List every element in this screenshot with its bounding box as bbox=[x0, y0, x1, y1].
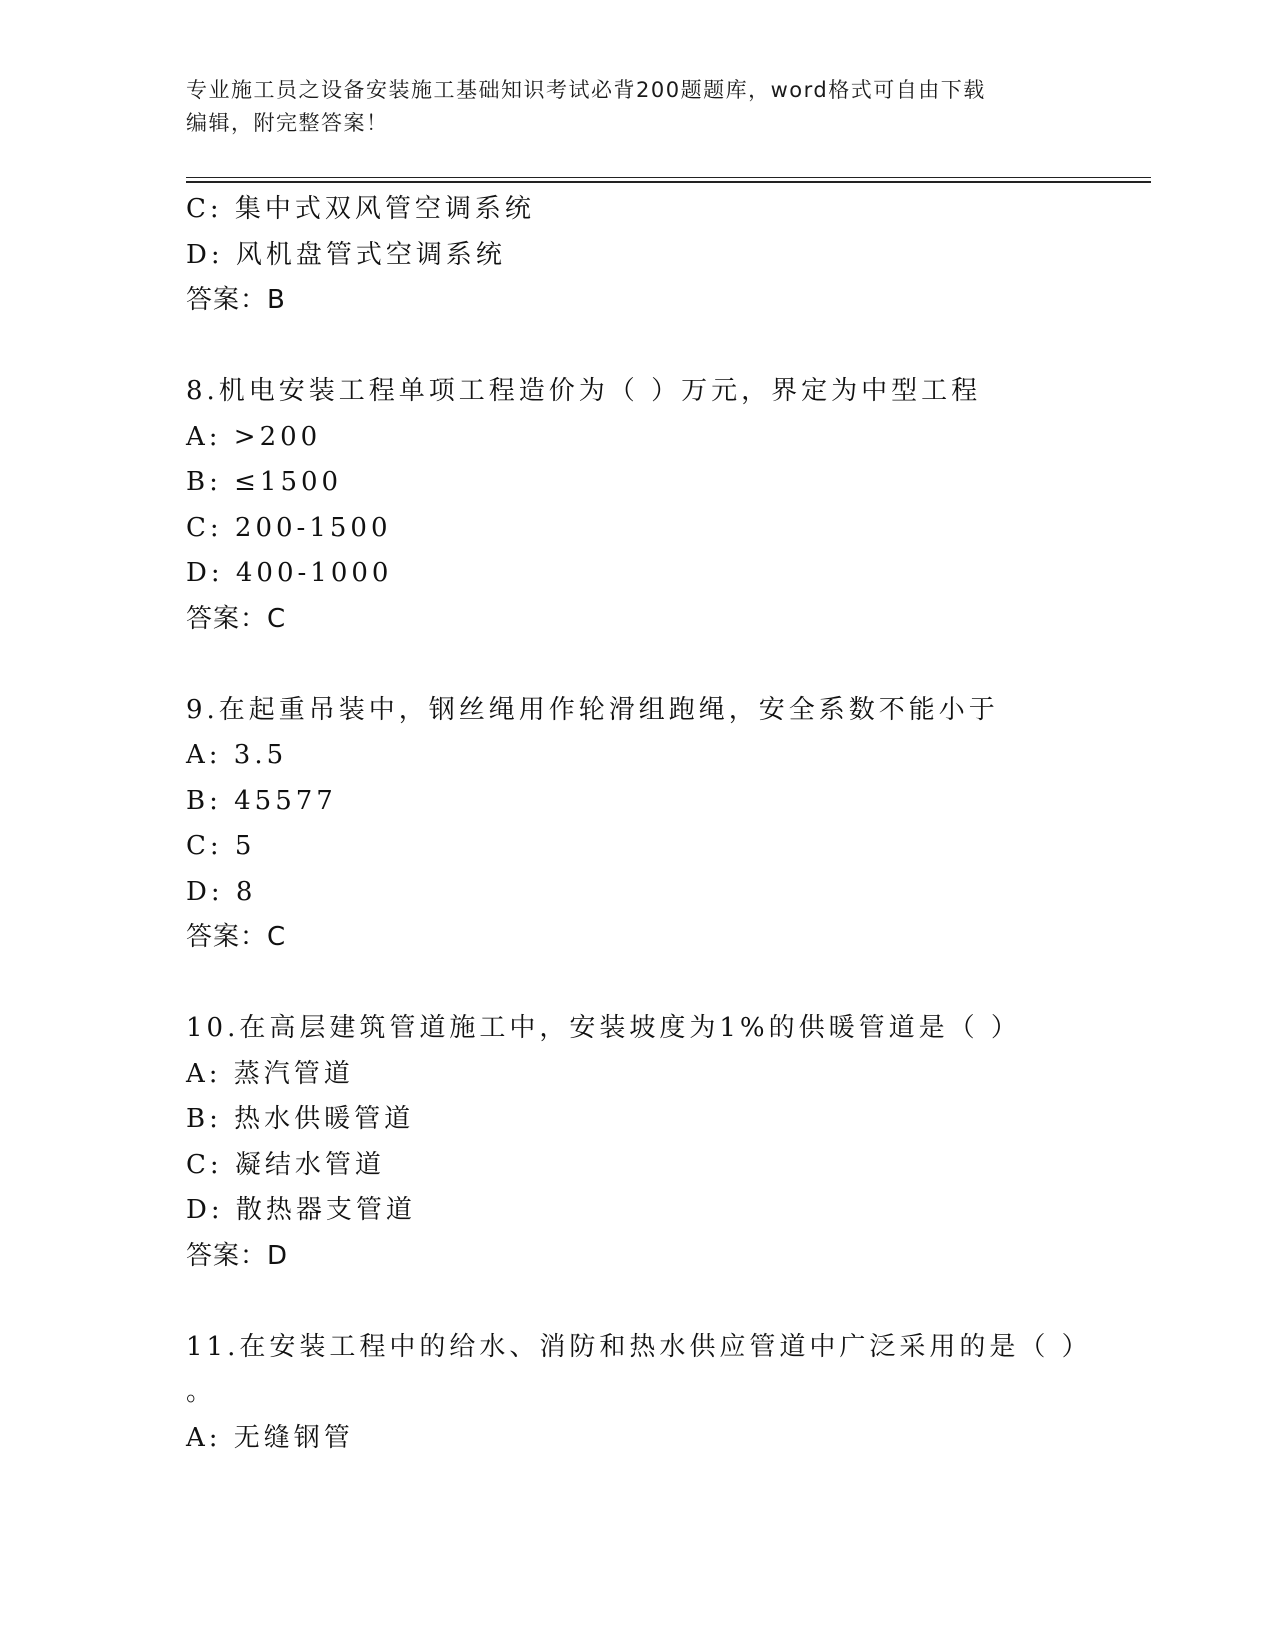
q8-option-d: D: 400-1000 bbox=[186, 558, 393, 588]
q10-question: 10.在高层建筑管道施工中，安装坡度为1%的供暖管道是（ ） bbox=[186, 1013, 1021, 1043]
document-header bbox=[186, 74, 1086, 140]
q11-question: 11.在安装工程中的给水、消防和热水供应管道中广泛采用的是（ ） bbox=[186, 1331, 1092, 1362]
q9-answer: 答案：C bbox=[186, 922, 287, 952]
header-divider-thin bbox=[186, 177, 1151, 178]
q10-option-b: B: 热水供暖管道 bbox=[186, 1104, 415, 1134]
q10-answer: 答案：D bbox=[186, 1240, 289, 1271]
q11-option-a: A: 无缝钢管 bbox=[186, 1422, 354, 1453]
q7-option-d: D: 风机盘管式空调系统 bbox=[186, 239, 506, 270]
spacer bbox=[186, 642, 1126, 688]
spacer bbox=[186, 961, 1126, 1007]
q9-question: 9.在起重吊装中，钢丝绳用作轮滑组跑绳，安全系数不能小于 bbox=[186, 694, 999, 725]
q10-option-d: D: 散热器支管道 bbox=[186, 1195, 416, 1225]
spacer bbox=[186, 1279, 1126, 1325]
q8-option-c: C: 200-1500 bbox=[186, 512, 392, 543]
spacer bbox=[186, 324, 1126, 370]
q8-answer: 答案：C bbox=[186, 603, 287, 634]
q7-answer: 答案：B bbox=[186, 285, 286, 315]
header-line-1: 专业施工员之设备安装施工基础知识考试必背200题题库，word格式可自由下载 bbox=[186, 78, 986, 102]
q9-option-c: C: 5 bbox=[186, 831, 256, 861]
header-divider-thick bbox=[186, 181, 1151, 183]
q10-option-c: C: 凝结水管道 bbox=[186, 1149, 385, 1180]
question-list bbox=[186, 187, 1126, 1461]
header-line-2: 编辑，附完整答案！ bbox=[186, 111, 389, 135]
q8-option-b: B: ≤1500 bbox=[186, 467, 343, 497]
q9-option-b: B: 45577 bbox=[186, 785, 337, 816]
q8-question: 8.机电安装工程单项工程造价为（ ）万元，界定为中型工程 bbox=[186, 376, 982, 406]
q8-option-a: A: >200 bbox=[186, 421, 322, 452]
q9-option-d: D: 8 bbox=[186, 876, 257, 907]
q11-question-continuation: 。 bbox=[186, 1377, 213, 1407]
q10-option-a: A: 蒸汽管道 bbox=[186, 1058, 354, 1089]
q7-option-c: C: 集中式双风管空调系统 bbox=[186, 194, 535, 224]
q9-option-a: A: 3.5 bbox=[186, 740, 288, 770]
